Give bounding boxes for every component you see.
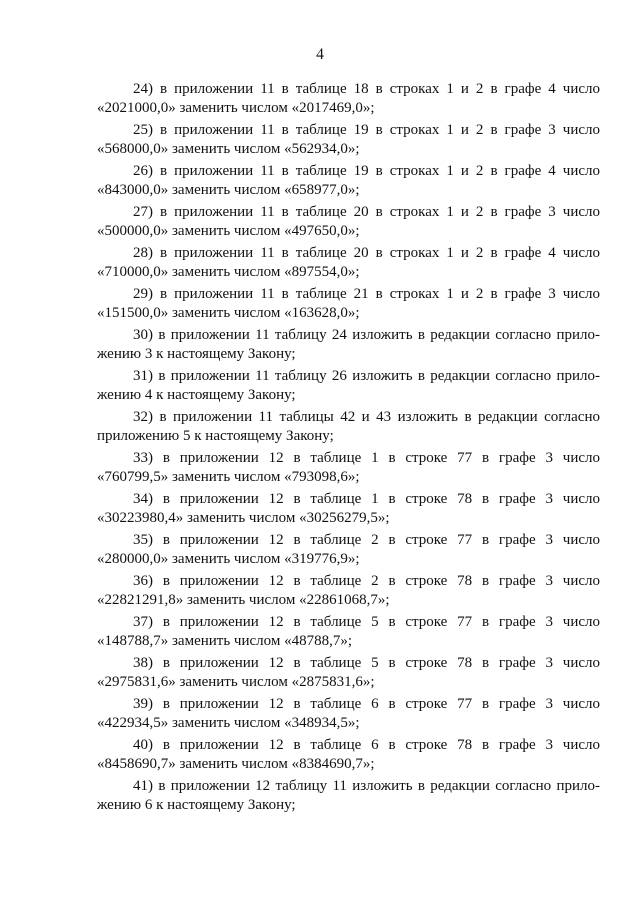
amendment-text: жению 6 к настоящему Закону; [97, 796, 296, 813]
amendment-text: 35) в приложении 12 в таблице 2 в строке 77 в графе 3 число [133, 532, 600, 548]
amendment-item-32 [97, 408, 600, 449]
amendment-text: жению 3 к настоящему Закону; [97, 345, 296, 362]
amendment-text: приложению 5 к настоящему Закону; [97, 427, 334, 444]
amendment-text: 41) в приложении 12 таблицу 11 изложить в редакции согласно прило- [133, 778, 600, 794]
amendment-item-27 [97, 203, 600, 244]
amendment-text: 28) в приложении 11 в таблице 20 в строках 1 и 2 в графе 4 число [133, 245, 600, 261]
amendment-text: «2021000,0» заменить числом «2017469,0»; [97, 99, 375, 116]
amendment-text: 33) в приложении 12 в таблице 1 в строке 77 в графе 3 число [133, 450, 600, 466]
amendment-text: «2975831,6» заменить числом «2875831,6»; [97, 673, 375, 690]
amendment-text: 29) в приложении 11 в таблице 21 в строках 1 и 2 в графе 3 число [133, 286, 600, 302]
amendment-text: 39) в приложении 12 в таблице 6 в строке 77 в графе 3 число [133, 696, 600, 712]
amendment-text: «843000,0» заменить числом «658977,0»; [97, 181, 360, 198]
amendment-text: «568000,0» заменить числом «562934,0»; [97, 140, 360, 157]
amendment-text: «280000,0» заменить числом «319776,9»; [97, 550, 360, 567]
amendment-item-29 [97, 285, 600, 326]
amendment-item-35 [97, 531, 600, 572]
amendment-text: 36) в приложении 12 в таблице 2 в строке 78 в графе 3 число [133, 573, 600, 589]
amendment-text: «422934,5» заменить числом «348934,5»; [97, 714, 360, 731]
amendment-item-28 [97, 244, 600, 285]
amendment-item-34 [97, 490, 600, 531]
amendment-text: 27) в приложении 11 в таблице 20 в строках 1 и 2 в графе 3 число [133, 204, 600, 220]
amendment-text: «8458690,7» заменить числом «8384690,7»; [97, 755, 375, 772]
amendment-item-37 [97, 613, 600, 654]
amendment-item-24 [97, 80, 600, 121]
amendment-text: «22821291,8» заменить числом «22861068,7»; [97, 591, 390, 608]
amendment-text: 38) в приложении 12 в таблице 5 в строке 78 в графе 3 число [133, 655, 600, 671]
amendment-item-33 [97, 449, 600, 490]
amendment-text: «151500,0» заменить числом «163628,0»; [97, 304, 360, 321]
amendment-item-31 [97, 367, 600, 408]
amendment-text: «760799,5» заменить числом «793098,6»; [97, 468, 360, 485]
amendment-item-36 [97, 572, 600, 613]
amendment-text: «710000,0» заменить числом «897554,0»; [97, 263, 360, 280]
amendment-item-25 [97, 121, 600, 162]
amendment-item-26 [97, 162, 600, 203]
amendment-item-30 [97, 326, 600, 367]
amendment-text: 26) в приложении 11 в таблице 19 в строках 1 и 2 в графе 4 число [133, 163, 600, 179]
amendment-text: жению 4 к настоящему Закону; [97, 386, 296, 403]
amendment-item-38 [97, 654, 600, 695]
amendment-text: 24) в приложении 11 в таблице 18 в строках 1 и 2 в графе 4 число [133, 81, 600, 97]
amendment-text: 31) в приложении 11 таблицу 26 изложить в редакции согласно прило- [133, 368, 600, 384]
page-number: 4 [316, 46, 324, 63]
amendment-text: 25) в приложении 11 в таблице 19 в строках 1 и 2 в графе 3 число [133, 122, 600, 138]
amendment-text: «30223980,4» заменить числом «30256279,5»; [97, 509, 390, 526]
amendment-text: 40) в приложении 12 в таблице 6 в строке 78 в графе 3 число [133, 737, 600, 753]
amendment-text: 30) в приложении 11 таблицу 24 изложить в редакции согласно прило- [133, 327, 600, 343]
amendment-text: «148788,7» заменить числом «48788,7»; [97, 632, 353, 649]
amendment-item-40 [97, 736, 600, 777]
amendment-text: 34) в приложении 12 в таблице 1 в строке 78 в графе 3 число [133, 491, 600, 507]
amendment-text: «500000,0» заменить числом «497650,0»; [97, 222, 360, 239]
amendment-item-39 [97, 695, 600, 736]
amendment-text: 32) в приложении 11 таблицы 42 и 43 изложить в редакции согласно [133, 409, 600, 425]
amendment-item-41 [97, 777, 600, 818]
amendment-text: 37) в приложении 12 в таблице 5 в строке 77 в графе 3 число [133, 614, 600, 630]
amendment-list [97, 80, 600, 818]
